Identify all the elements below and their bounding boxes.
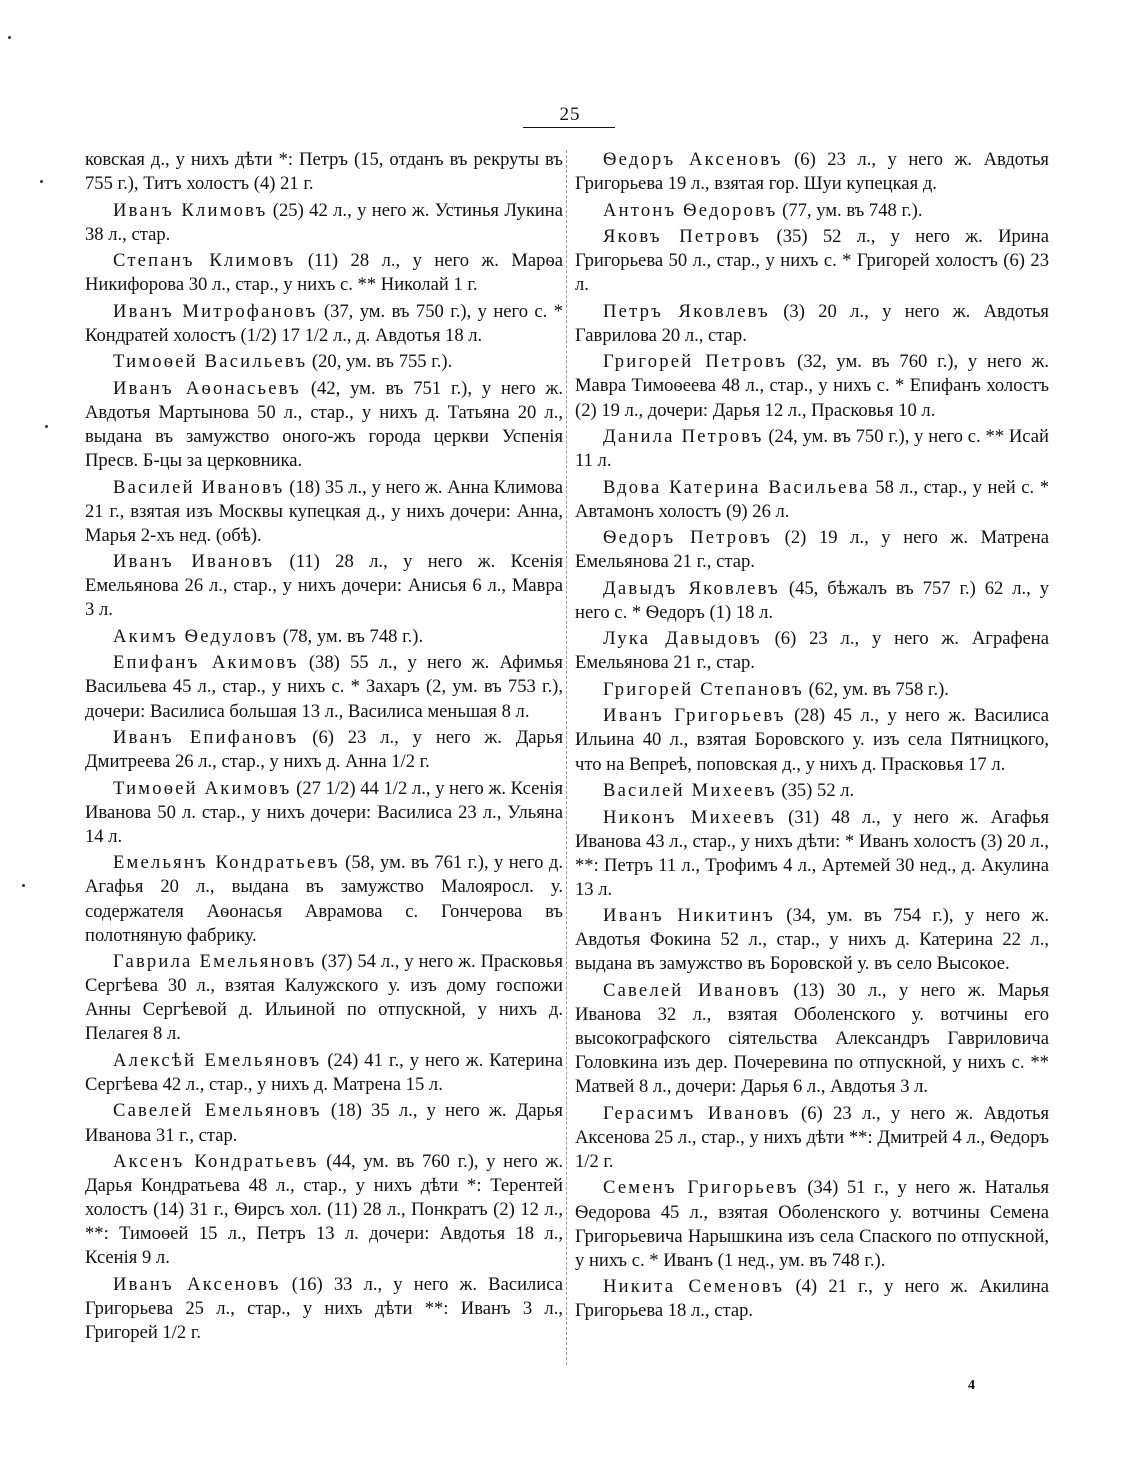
entry-name: Иванъ Епифановъ (113, 727, 299, 749)
right-column (575, 148, 1049, 1326)
entry-name: Семенъ Григорьевъ (603, 1177, 799, 1199)
entry-text: (38) 55 л., у него ж. Афимья Васильева 45 л., стар., у нихъ с. * Захаръ (2, ум. въ 753 г.), дочери: Василиса большая 13 л., Василиса меньшая 8 л. (85, 652, 563, 722)
census-entry (85, 300, 563, 348)
entry-name: Иванъ Климовъ (113, 199, 268, 221)
column-divider (566, 150, 567, 1365)
entry-text: (32, ум. въ 760 г.), у него ж. Мавра Тимоѳеева 48 л., стар., у нихъ с. * Епифанъ холостъ (2) 19 л., дочери: Дарья 12 л., Прасковья 10 л. (575, 351, 1049, 421)
header-rule (523, 127, 615, 128)
entry-text: 58 л., стар., у ней с. * Автамонъ холостъ (9) 26 л. (575, 476, 1050, 522)
census-entry (575, 300, 1049, 348)
left-column (85, 148, 563, 1348)
census-entry (575, 526, 1049, 574)
entry-name: Иванъ Аксеновъ (113, 1273, 281, 1295)
entry-text: (13) 30 л., у него ж. Марья Иванова 32 л., взятая Оболенского у. вотчины его высокографского сіятельства Александръ Гавриловича Головкина изъ дер. Почеревина по отпускной, у нихъ с. ** Матвей 8 л., дочери: Дарья 6 л., Авдотья 3 л. (575, 979, 1049, 1098)
entry-name: Савелей Ивановъ (603, 979, 781, 1001)
entry-name: Иванъ Ивановъ (113, 551, 275, 573)
entry-name: Никита Семеновъ (603, 1276, 785, 1298)
census-entry (85, 377, 563, 473)
census-entry (575, 779, 1049, 803)
entry-text: (42, ум. въ 751 г.), у него ж. Авдотья Мартынова 50 л., стар., у нихъ д. Татьяна 20 л., выдана въ замужство оного-жъ города церкви Успенія Пресв. Б-цы за церковника. (85, 377, 563, 472)
entry-name: Данила Петровъ (603, 425, 764, 447)
entry-name: Антонъ Ѳедоровъ (603, 199, 778, 221)
census-entry (575, 577, 1049, 625)
census-entry (575, 199, 1049, 223)
census-entry (85, 1273, 563, 1345)
census-entry (575, 678, 1049, 702)
census-entry (575, 904, 1049, 976)
census-entry (575, 1176, 1049, 1272)
entry-text: (6) 23 л., у него ж. Авдотья Григорьева 19 л., взятая гор. Шуи купецкая д. (575, 149, 1049, 195)
entry-text: (11) 28 л., у него ж. Марѳа Никифорова 30 л., стар., у нихъ с. ** Николай 1 г. (85, 250, 563, 296)
census-entry (85, 550, 563, 622)
entry-name: Давыдъ Яковлевъ (603, 577, 780, 599)
entry-text: (37) 54 л., у него ж. Прасковья Сергѣева 30 л., взятая Калужского у. изъ дому госпожи Анны Сергѣевой д. Ильиной по отпускной, у нихъ д. Пелагея 8 л. (85, 951, 563, 1045)
census-entry (85, 625, 563, 649)
entry-text: (6) 23 л., у него ж. Аграфена Емельянова 21 г., стар. (575, 628, 1049, 674)
entry-text: (58, ум. въ 761 г.), у него д. Агафья 20 л., выдана въ замужство Малояросл. у. содержателя Аѳонасья Аврамова с. Гончерова въ полотняную фабрику. (85, 852, 563, 946)
entry-text: (2) 19 л., у него ж. Матрена Емельянова 21 г., стар. (575, 527, 1049, 573)
entry-name: Иванъ Никитинъ (603, 905, 775, 927)
scan-speck (22, 884, 25, 887)
entry-text: (11) 28 л., у него ж. Ксенія Емельянова 26 л., стар., у нихъ дочери: Анисья 6 л., Мавра 3 л. (85, 551, 564, 621)
entry-name: Лука Давыдовъ (603, 628, 762, 650)
entry-text: (44, ум. въ 760 г.), у него ж. Дарья Кондратьева 48 л., стар., у нихъ дѣти *: Терентей холостъ (14) 31 г., Ѳирсъ хол. (11) 28 л., Понкратъ (2) 12 л., **: Тимоѳей 15 л., Петръ 13 л. дочери: Авдотья 18 л., Ксенія 9 л. (85, 1151, 563, 1269)
census-entry (575, 425, 1049, 473)
entry-text: ковская д., у нихъ дѣти *: Петръ (15, отданъ въ рекруты въ 755 г.), Титъ холостъ (4) 21 г. (85, 149, 563, 195)
census-entry (575, 476, 1049, 524)
census-entry (85, 777, 563, 849)
entry-name: Григорей Степановъ (603, 678, 804, 700)
census-entry (85, 950, 563, 1046)
entry-name: Иванъ Григорьевъ (603, 705, 786, 727)
scan-speck (8, 36, 11, 39)
signature-mark: 4 (968, 1378, 975, 1393)
entry-text: (6) 23 л., у него ж. Дарья Дмитреева 26 л., стар., у нихъ д. Анна 1/2 г. (85, 727, 563, 773)
entry-text: (28) 45 л., у него ж. Василиса Ильина 40 л., взятая Боровского у. изъ села Пятницкого, что на Вепреѣ, поповская д., у нихъ д. Прасковья 17 л. (575, 705, 1050, 775)
census-entry (85, 199, 563, 247)
entry-name: Василей Михеевъ (603, 780, 777, 802)
census-entry (85, 726, 563, 774)
census-entry (575, 148, 1049, 196)
entry-text: (27 1/2) 44 1/2 л., у него ж. Ксенія Иванова 50 л. стар., у нихъ дочери: Василиса 23 л., Ульяна 14 л. (85, 777, 563, 847)
entry-text: (16) 33 л., у него ж. Василиса Григорьева 25 л., стар., у нихъ дѣти **: Иванъ 3 л., Григорей 1/2 г. (85, 1273, 563, 1344)
entry-name: Никонъ Михеевъ (603, 806, 777, 828)
entry-text: (25) 42 л., у него ж. Устинья Лукина 38 л., стар. (85, 199, 564, 245)
census-entry (575, 704, 1049, 776)
entry-text: (77, ум. въ 748 г.). (777, 199, 923, 221)
census-entry (85, 1049, 563, 1097)
entry-name: Герасимъ Ивановъ (603, 1102, 791, 1124)
census-entry (575, 1102, 1049, 1174)
entry-text: (24, ум. въ 750 г.), у него с. ** Исай 11 л. (575, 425, 1049, 472)
entry-name: Вдова Катерина Васильева (603, 476, 870, 498)
entry-name: Ѳедоръ Петровъ (603, 527, 773, 549)
entry-text: (3) 20 л., у него ж. Авдотья Гаврилова 20 л., стар. (575, 300, 1049, 346)
census-entry (85, 476, 563, 548)
entry-name: Яковъ Петровъ (603, 226, 762, 248)
entry-text: (78, ум. въ 748 г.). (278, 625, 424, 647)
entry-text: (62, ум. въ 758 г.). (803, 678, 949, 700)
entry-text: (45, бѣжалъ въ 757 г.) 62 л., у него с. * Ѳедоръ (1) 18 л. (575, 577, 1050, 623)
entry-text: (18) 35 л., у него ж. Анна Климова 21 г., взятая изъ Москвы купецкая д., у нихъ дочери: Анна, Марья 2-хъ нед. (обѣ). (85, 476, 563, 546)
census-entry (85, 651, 563, 723)
entry-name: Алексѣй Емельяновъ (113, 1049, 322, 1071)
entry-name: Акимъ Ѳедуловъ (113, 625, 279, 647)
entry-name: Тимоѳей Васильевъ (113, 351, 308, 373)
census-entry (575, 225, 1049, 297)
entry-name: Ѳедоръ Аксеновъ (603, 149, 783, 170)
entry-name: Епифанъ Акимовъ (113, 652, 299, 674)
scan-speck (40, 180, 43, 183)
entry-name: Иванъ Аѳонасьевъ (113, 377, 301, 399)
entry-name: Иванъ Митрофановъ (113, 300, 318, 322)
entry-name: Василей Ивановъ (113, 476, 285, 498)
entry-text: (35) 52 л. (776, 780, 855, 802)
census-entry (575, 350, 1049, 422)
entry-text: (6) 23 л., у него ж. Авдотья Аксенова 25 л., стар., у нихъ дѣти **: Дмитрей 4 л., Ѳедоръ 1/2 г. (575, 1102, 1049, 1172)
census-entry (575, 979, 1049, 1099)
entry-name: Григорей Петровъ (603, 351, 788, 373)
entry-name: Петръ Яковлевъ (603, 300, 770, 322)
census-entry (85, 350, 563, 374)
census-entry (575, 1275, 1049, 1323)
entry-name: Аксенъ Кондратьевъ (113, 1151, 319, 1172)
entry-text: (37, ум. въ 750 г.), у него с. * Кондратей холостъ (1/2) 17 1/2 л., д. Авдотья 18 л. (85, 300, 563, 346)
census-entry (85, 851, 563, 947)
census-entry (575, 627, 1049, 675)
census-entry (85, 148, 563, 196)
entry-text: (35) 52 л., у него ж. Ирина Григорьева 50 л., стар., у нихъ с. * Григорей холостъ (6) 23 л. (575, 226, 1049, 296)
entry-text: (34) 51 г., у него ж. Наталья Ѳедорова 45 л., взятая Оболенского у. вотчины Семена Григорьевича Нарышкина изъ села Спаского по отпускной, у нихъ с. * Иванъ (1 нед., ум. въ 748 г.). (575, 1177, 1050, 1271)
census-entry (85, 1150, 563, 1270)
census-entry (85, 249, 563, 297)
entry-text: (18) 35 л., у него ж. Дарья Иванова 31 г., стар. (85, 1100, 563, 1146)
entry-name: Савелей Емельяновъ (113, 1100, 322, 1122)
entry-text: (24) 41 г., у него ж. Катерина Сергѣева 42 л., стар., у нихъ д. Матрена 15 л. (85, 1049, 563, 1095)
census-entry (575, 806, 1049, 902)
entry-text: (31) 48 л., у него ж. Агафья Иванова 43 л., стар., у нихъ дѣти: * Иванъ холостъ (3) 20 л., **: Петръ 11 л., Трофимъ 4 л., Артемей 30 нед., д. Акулина 13 л. (575, 806, 1049, 900)
entry-name: Гаврила Емельяновъ (113, 951, 317, 973)
entry-name: Тимоѳей Акимовъ (113, 777, 292, 799)
entry-text: (34, ум. въ 754 г.), у него ж. Авдотья Фокина 52 л., стар., у нихъ д. Катерина 22 л., выдана въ замужство въ Боровской у. въ село Высокое. (575, 905, 1050, 975)
census-entry (85, 1099, 563, 1147)
scan-speck (45, 425, 48, 428)
entry-text: (4) 21 г., у него ж. Акилина Григорьева 18 л., стар. (575, 1276, 1049, 1322)
entry-name: Емельянъ Кондратьевъ (113, 852, 340, 874)
page-number: 25 (559, 104, 581, 125)
entry-name: Степанъ Климовъ (113, 250, 296, 272)
entry-text: (20, ум. въ 755 г.). (307, 351, 453, 373)
